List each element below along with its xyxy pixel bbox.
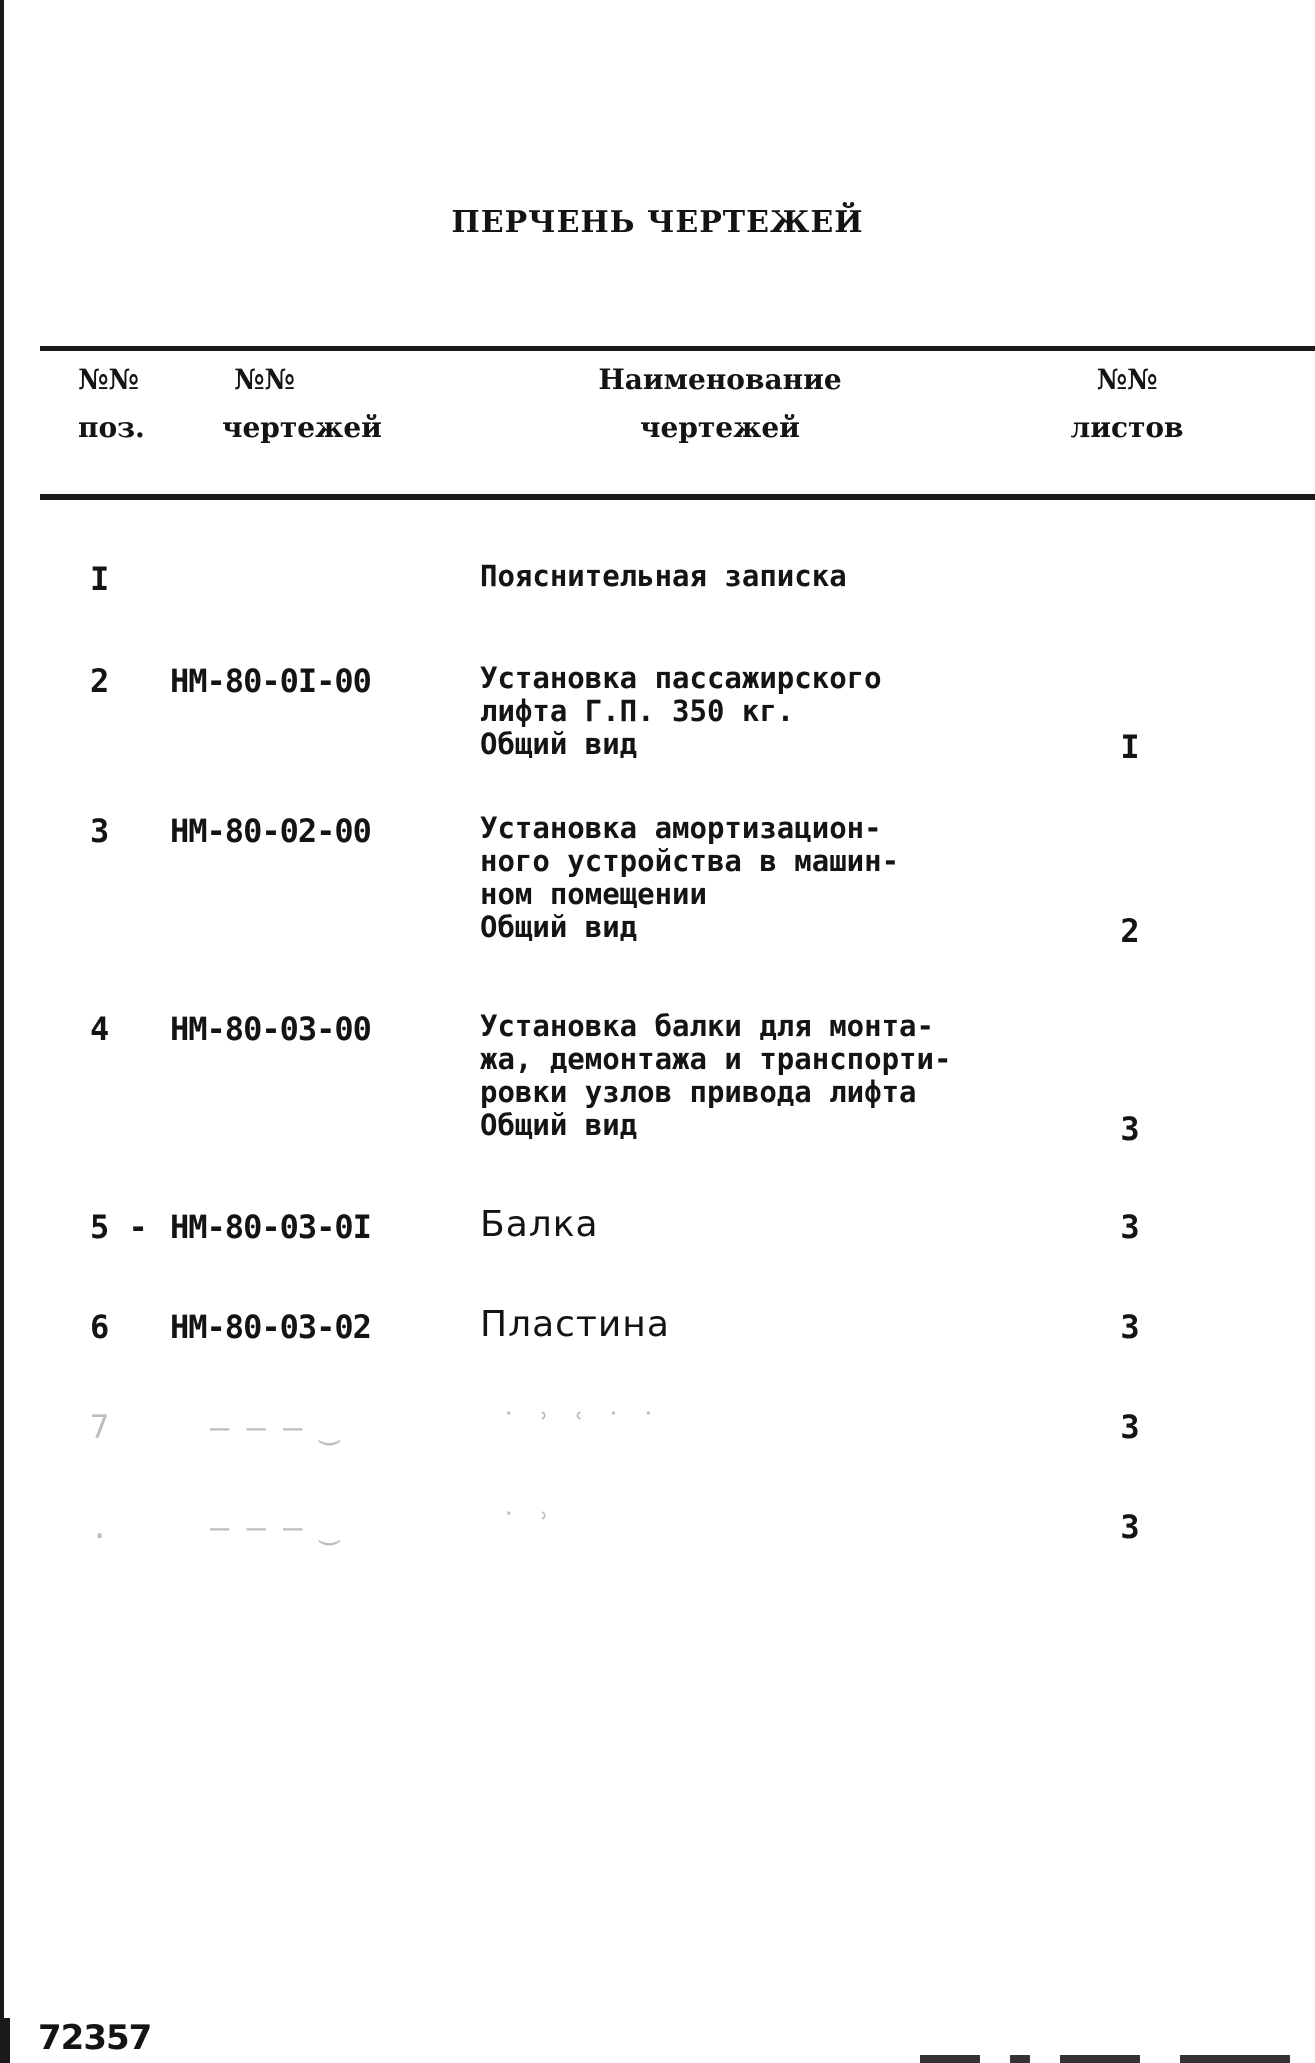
row-drawing-name — [480, 1304, 1040, 1345]
header-sheets — [1062, 356, 1192, 452]
header-name — [560, 356, 880, 452]
row-position: . — [90, 1508, 110, 1546]
header-name-line2: чертежей — [640, 411, 800, 444]
row-drawing-code: НМ-80-0I-00 — [170, 662, 371, 700]
row-name-line: ного устройства в машин- — [480, 844, 900, 878]
row-sheets: 3 — [1120, 1208, 1140, 1246]
row-position: 7 — [90, 1408, 110, 1446]
header-position-num: №№ — [78, 363, 139, 396]
row-drawing-code: НМ-80-03-00 — [170, 1010, 371, 1048]
row-sheets: 3 — [1120, 1408, 1140, 1446]
row-position: 5 - — [90, 1208, 148, 1246]
row-drawing-name — [500, 1508, 1060, 1541]
row-drawing-name — [480, 560, 1040, 593]
bottom-scan-mark — [1010, 2055, 1030, 2063]
row-name-line: лифта Г.П. 350 кг. — [480, 694, 795, 728]
row-name-line: Пластина — [480, 1304, 670, 1345]
row-name-line: жа, демонтажа и транспорти- — [480, 1042, 952, 1076]
row-sheets: 2 — [1120, 912, 1140, 950]
row-drawing-name — [480, 1204, 1040, 1245]
bottom-scan-mark — [1180, 2055, 1290, 2063]
bottom-scan-mark — [920, 2055, 980, 2063]
row-name-line: Установка амортизацион- — [480, 811, 882, 845]
header-sheets-label: листов — [1070, 411, 1184, 444]
header-name-line1: Наименование — [598, 363, 842, 396]
row-name-line: Установка балки для монта- — [480, 1009, 934, 1043]
row-position: 4 — [90, 1010, 110, 1048]
row-drawing-name — [480, 1010, 1040, 1142]
bottom-scan-mark — [1060, 2055, 1140, 2063]
row-position: 2 — [90, 662, 110, 700]
table-top-rule — [40, 346, 1315, 351]
row-name-line: Общий вид — [480, 727, 638, 761]
row-name-line: Общий вид — [480, 1108, 638, 1142]
archive-stamp-number: 72357 — [38, 2018, 152, 2058]
row-name-line: Пояснительная записка — [480, 559, 847, 593]
row-sheets: 3 — [1120, 1508, 1140, 1546]
header-drawing-num: №№ — [234, 363, 295, 396]
row-drawing-code: — — — ‿ — [210, 1408, 338, 1446]
row-name-line: Общий вид — [480, 910, 638, 944]
row-name-line: Балка — [480, 1204, 599, 1245]
row-name-line: ровки узлов привода лифта — [480, 1075, 917, 1109]
page-title: ПЕРЧЕНЬ ЧЕРТЕЖЕЙ — [451, 205, 864, 240]
row-sheets: 3 — [1120, 1110, 1140, 1148]
row-drawing-name — [500, 1408, 1060, 1441]
row-name-line: ˙ ʾ — [500, 1507, 553, 1541]
row-drawing-code: НМ-80-03-02 — [170, 1308, 371, 1346]
row-drawing-name — [480, 812, 1040, 944]
table-header-rule — [40, 494, 1315, 500]
row-drawing-code: НМ-80-03-0I — [170, 1208, 371, 1246]
header-position — [78, 356, 145, 452]
row-position: 6 — [90, 1308, 110, 1346]
header-position-label: поз. — [78, 411, 145, 444]
row-position: I — [90, 560, 110, 598]
header-drawing-label: чертежей — [222, 411, 382, 444]
row-position: 3 — [90, 812, 110, 850]
row-drawing-code: — — — ‿ — [210, 1508, 338, 1546]
stamp-margin-mark — [4, 2018, 10, 2063]
row-name-line: Установка пассажирского — [480, 661, 882, 695]
row-drawing-code: НМ-80-02-00 — [170, 812, 371, 850]
header-drawing — [222, 356, 382, 452]
row-sheets: I — [1120, 728, 1140, 766]
row-drawing-name — [480, 662, 1040, 761]
page-left-edge — [0, 0, 4, 2063]
header-sheets-num: №№ — [1096, 363, 1158, 396]
row-name-line: ˙ ʾ ʿ ˙ ˙ — [500, 1407, 658, 1441]
row-sheets: 3 — [1120, 1308, 1140, 1346]
row-name-line: ном помещении — [480, 877, 707, 911]
